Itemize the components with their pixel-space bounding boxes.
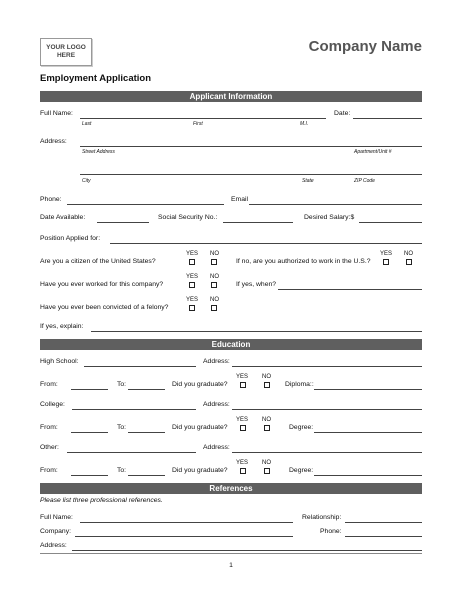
form-title: Employment Application	[40, 73, 152, 84]
college-degree-label: Degree:	[289, 424, 314, 431]
hs-grad-yes-label: YES	[236, 374, 249, 380]
page-number: 1	[229, 562, 233, 569]
citizen-yes-checkbox[interactable]	[189, 259, 195, 265]
felony-no-label: NO	[210, 297, 219, 303]
other-from-field[interactable]	[71, 475, 108, 476]
full-name-field[interactable]	[80, 118, 326, 119]
date-available-label: Date Available:	[40, 214, 86, 221]
if-yes-when-field[interactable]	[278, 289, 422, 290]
mi-caption: M.I.	[300, 121, 309, 127]
ref-phone-label: Phone:	[320, 528, 342, 535]
ref-relationship-label: Relationship:	[302, 514, 342, 521]
email-label: Email	[231, 196, 248, 203]
references-instructions: Please list three professional references.	[40, 497, 163, 504]
worked-yes-checkbox[interactable]	[189, 282, 195, 288]
last-caption: Last	[82, 121, 92, 127]
college-field[interactable]	[72, 409, 196, 410]
other-grad-yes-checkbox[interactable]	[240, 468, 246, 474]
if-yes-when-label: If yes, when?	[236, 281, 277, 288]
zip-caption: ZIP Code	[354, 178, 375, 184]
other-to-label: To:	[117, 467, 127, 474]
desired-salary-label: Desired Salary:$	[304, 214, 355, 221]
high-school-label: High School:	[40, 358, 79, 365]
other-to-field[interactable]	[128, 475, 165, 476]
college-from-field[interactable]	[71, 432, 108, 433]
references-divider	[40, 553, 422, 554]
citizen-question: Are you a citizen of the United States?	[40, 258, 156, 265]
street-address-field[interactable]	[80, 146, 422, 147]
authorized-yes-checkbox[interactable]	[383, 259, 389, 265]
college-grad-no-checkbox[interactable]	[264, 425, 270, 431]
email-field[interactable]	[249, 204, 422, 205]
worked-yes-label: YES	[186, 274, 199, 280]
diploma-label: Diploma::	[285, 381, 314, 388]
ssn-field[interactable]	[223, 222, 293, 223]
ref-full-name-field[interactable]	[80, 522, 293, 523]
college-to-label: To:	[117, 424, 127, 431]
hs-grad-yes-checkbox[interactable]	[240, 382, 246, 388]
full-name-label: Full Name:	[40, 110, 73, 117]
college-degree-field[interactable]	[314, 432, 422, 433]
ref-company-field[interactable]	[75, 536, 293, 537]
college-graduate-question: Did you graduate?	[172, 424, 228, 431]
apt-caption: Apartment/Unit #	[354, 149, 392, 155]
high-school-field[interactable]	[84, 366, 196, 367]
felony-yes-label: YES	[186, 297, 199, 303]
citizen-yes-label: YES	[186, 251, 199, 257]
worked-no-label: NO	[210, 274, 219, 280]
hs-from-label: From:	[40, 381, 58, 388]
college-grad-yes-label: YES	[236, 417, 249, 423]
if-yes-explain-field[interactable]	[91, 331, 422, 332]
company-name: Company Name	[308, 38, 422, 55]
section-references: References	[40, 483, 422, 494]
other-degree-label: Degree:	[289, 467, 314, 474]
date-label: Date:	[334, 110, 351, 117]
ref-address-field[interactable]	[72, 550, 422, 551]
high-school-address-field[interactable]	[232, 366, 422, 367]
desired-salary-field[interactable]	[359, 222, 422, 223]
other-label: Other:	[40, 444, 59, 451]
position-label: Position Applied for:	[40, 235, 101, 242]
phone-label: Phone:	[40, 196, 62, 203]
city-caption: City	[82, 178, 91, 184]
ref-company-label: Company:	[40, 528, 71, 535]
section-education: Education	[40, 339, 422, 350]
ref-full-name-label: Full Name:	[40, 514, 73, 521]
college-to-field[interactable]	[128, 432, 165, 433]
street-caption: Street Address	[82, 149, 115, 155]
college-address-field[interactable]	[232, 409, 422, 410]
ref-relationship-field[interactable]	[345, 522, 422, 523]
other-address-field[interactable]	[232, 452, 422, 453]
authorized-yes-label: YES	[380, 251, 393, 257]
ref-phone-field[interactable]	[345, 536, 422, 537]
other-address-label: Address:	[203, 444, 230, 451]
date-field[interactable]	[353, 118, 422, 119]
college-label: College:	[40, 401, 65, 408]
college-address-label: Address:	[203, 401, 230, 408]
hs-grad-no-label: NO	[262, 374, 271, 380]
phone-field[interactable]	[67, 204, 224, 205]
worked-no-checkbox[interactable]	[211, 282, 217, 288]
other-grad-no-checkbox[interactable]	[264, 468, 270, 474]
first-caption: First	[193, 121, 203, 127]
authorized-question: If no, are you authorized to work in the U.S.?	[236, 258, 371, 265]
authorized-no-checkbox[interactable]	[406, 259, 412, 265]
authorized-no-label: NO	[404, 251, 413, 257]
city-state-zip-field[interactable]	[80, 174, 422, 175]
date-available-field[interactable]	[97, 222, 149, 223]
section-applicant-information: Applicant Information	[40, 91, 422, 102]
diploma-field[interactable]	[314, 389, 422, 390]
citizen-no-label: NO	[210, 251, 219, 257]
company-logo: YOUR LOGO HERE	[40, 38, 92, 66]
citizen-no-checkbox[interactable]	[211, 259, 217, 265]
felony-question: Have you ever been convicted of a felony?	[40, 304, 169, 311]
other-grad-yes-label: YES	[236, 460, 249, 466]
address-label: Address:	[40, 138, 67, 145]
hs-to-label: To:	[117, 381, 127, 388]
other-grad-no-label: NO	[262, 460, 271, 466]
worked-question: Have you ever worked for this company?	[40, 281, 164, 288]
college-from-label: From:	[40, 424, 58, 431]
hs-to-field[interactable]	[128, 389, 165, 390]
felony-no-checkbox[interactable]	[211, 305, 217, 311]
state-caption: State	[302, 178, 314, 184]
position-field[interactable]	[110, 243, 422, 244]
hs-graduate-question: Did you graduate?	[172, 381, 228, 388]
other-degree-field[interactable]	[314, 475, 422, 476]
hs-from-field[interactable]	[71, 389, 108, 390]
other-from-label: From:	[40, 467, 58, 474]
high-school-address-label: Address:	[203, 358, 230, 365]
if-yes-explain-label: If yes, explain:	[40, 323, 84, 330]
felony-yes-checkbox[interactable]	[189, 305, 195, 311]
ssn-label: Social Security No.:	[158, 214, 218, 221]
ref-address-label: Address:	[40, 542, 67, 549]
other-graduate-question: Did you graduate?	[172, 467, 228, 474]
college-grad-yes-checkbox[interactable]	[240, 425, 246, 431]
hs-grad-no-checkbox[interactable]	[264, 382, 270, 388]
college-grad-no-label: NO	[262, 417, 271, 423]
other-field[interactable]	[67, 452, 196, 453]
